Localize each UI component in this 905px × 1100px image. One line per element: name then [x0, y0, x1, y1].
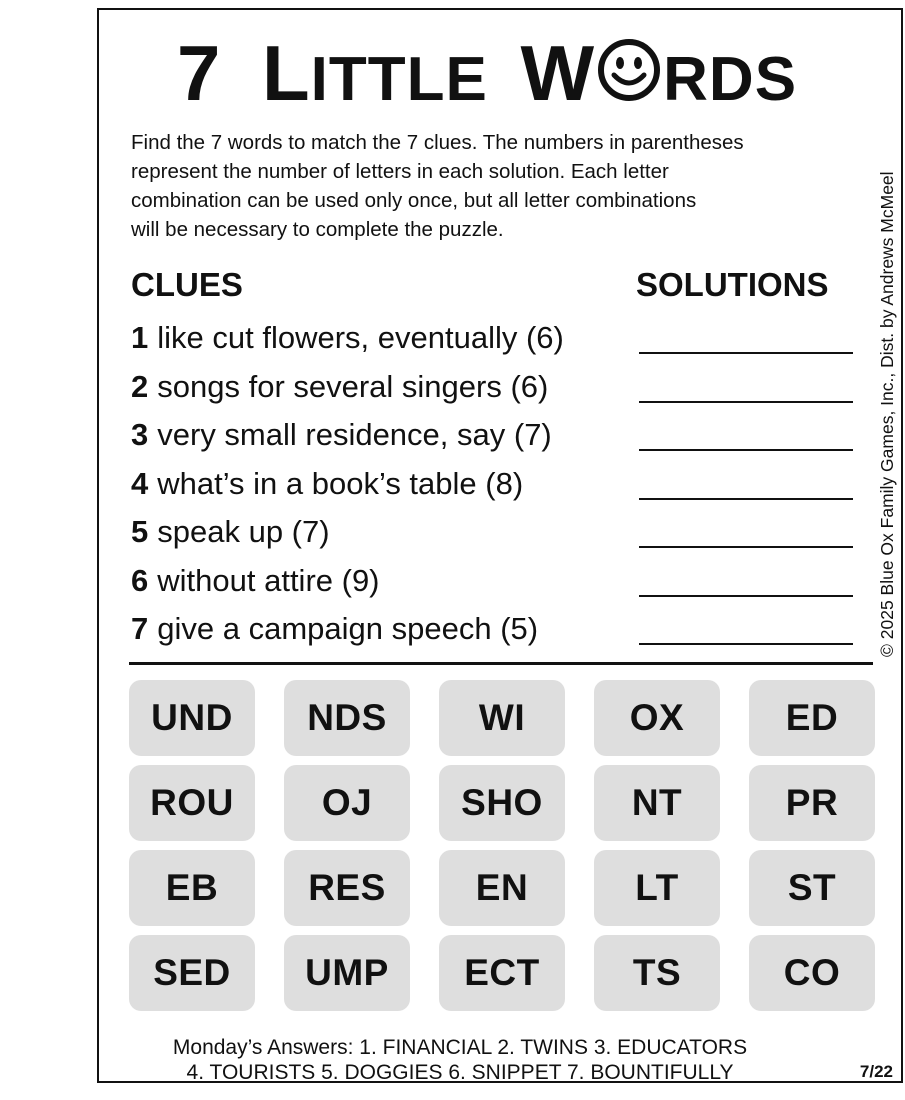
letter-tile[interactable]: TS — [594, 935, 720, 1011]
clue-row — [131, 559, 861, 608]
clue-number: 5 — [131, 514, 149, 549]
solution-blank[interactable] — [639, 498, 853, 500]
previous-answers-line-2: 4. TOURISTS 5. DOGGIES 6. SNIPPET 7. BOUNTIFULLY — [186, 1061, 734, 1084]
title-number: 7 — [176, 29, 222, 117]
solution-blank[interactable] — [639, 546, 853, 548]
puzzle-date: 7/22 — [859, 1062, 893, 1081]
letter-tile[interactable]: EN — [439, 850, 565, 926]
title-word1-rest: ITTLE — [310, 45, 488, 114]
clue-text: speak up (7) — [157, 514, 330, 549]
clue-row — [131, 413, 861, 462]
solutions-heading: SOLUTIONS — [636, 266, 829, 303]
solution-blank[interactable] — [639, 401, 853, 403]
instructions-text: Find the 7 words to match the 7 clues. The numbers in parentheses represent the number of letters in each solution. Each letter combination can be used only once, but all letter combinations will be necessary to complete the puzzle. — [131, 131, 744, 241]
solution-blank[interactable] — [639, 595, 853, 597]
solution-blank[interactable] — [639, 449, 853, 451]
letter-tile[interactable]: ECT — [439, 935, 565, 1011]
clue-text: what’s in a book’s table (8) — [157, 465, 524, 501]
letter-tile[interactable]: CO — [749, 935, 875, 1011]
letter-tile[interactable]: LT — [594, 850, 720, 926]
letter-tile[interactable]: SED — [129, 935, 255, 1011]
clue-number: 2 — [131, 368, 149, 404]
clue-row — [131, 462, 861, 511]
clue-text: very small residence, say (7) — [157, 417, 552, 452]
solution-blank[interactable] — [639, 643, 853, 645]
divider-line — [129, 662, 873, 665]
letter-tile[interactable]: UND — [129, 680, 255, 756]
solution-blank[interactable] — [639, 352, 853, 354]
puzzle-title — [99, 28, 875, 125]
letter-tile-grid — [129, 680, 875, 1011]
puzzle-frame — [97, 8, 903, 1083]
title-word2-rest: RDS — [663, 45, 798, 114]
letter-tile[interactable]: SHO — [439, 765, 565, 841]
clue-text: without attire (9) — [157, 562, 380, 598]
clue-number: 4 — [131, 465, 149, 501]
letter-tile[interactable]: PR — [749, 765, 875, 841]
clue-number: 6 — [131, 562, 149, 598]
clue-row — [131, 607, 861, 656]
clue-row — [131, 365, 861, 414]
letter-tile[interactable]: RES — [284, 850, 410, 926]
clue-text: like cut flowers, eventually (6) — [157, 320, 564, 355]
letter-tile[interactable]: ST — [749, 850, 875, 926]
clues-heading: CLUES — [131, 266, 243, 303]
title-word1-initial: L — [262, 29, 311, 117]
previous-answers-line-1: Monday’s Answers: 1. FINANCIAL 2. TWINS 3. EDUCATORS — [172, 1036, 748, 1059]
letter-tile[interactable]: UMP — [284, 935, 410, 1011]
letter-tile[interactable]: ROU — [129, 765, 255, 841]
clue-row — [131, 510, 861, 559]
smiley-face-icon — [597, 38, 661, 102]
title-word2-initial: W — [520, 29, 596, 117]
clue-text: songs for several singers (6) — [157, 368, 549, 404]
clue-text: give a campaign speech (5) — [157, 611, 539, 646]
clue-number: 3 — [131, 417, 149, 452]
letter-tile[interactable]: EB — [129, 850, 255, 926]
letter-tile[interactable]: NDS — [284, 680, 410, 756]
previous-answers — [99, 1035, 821, 1085]
copyright-notice: © 2025 Blue Ox Family Games, Inc., Dist. by Andrews McMeel — [877, 171, 897, 657]
clue-row — [131, 316, 861, 365]
letter-tile[interactable]: ED — [749, 680, 875, 756]
letter-tile[interactable]: NT — [594, 765, 720, 841]
clue-number: 1 — [131, 320, 149, 355]
letter-tile[interactable]: OX — [594, 680, 720, 756]
letter-tile[interactable]: WI — [439, 680, 565, 756]
letter-tile[interactable]: OJ — [284, 765, 410, 841]
clue-number: 7 — [131, 611, 149, 646]
clue-list — [131, 316, 861, 656]
